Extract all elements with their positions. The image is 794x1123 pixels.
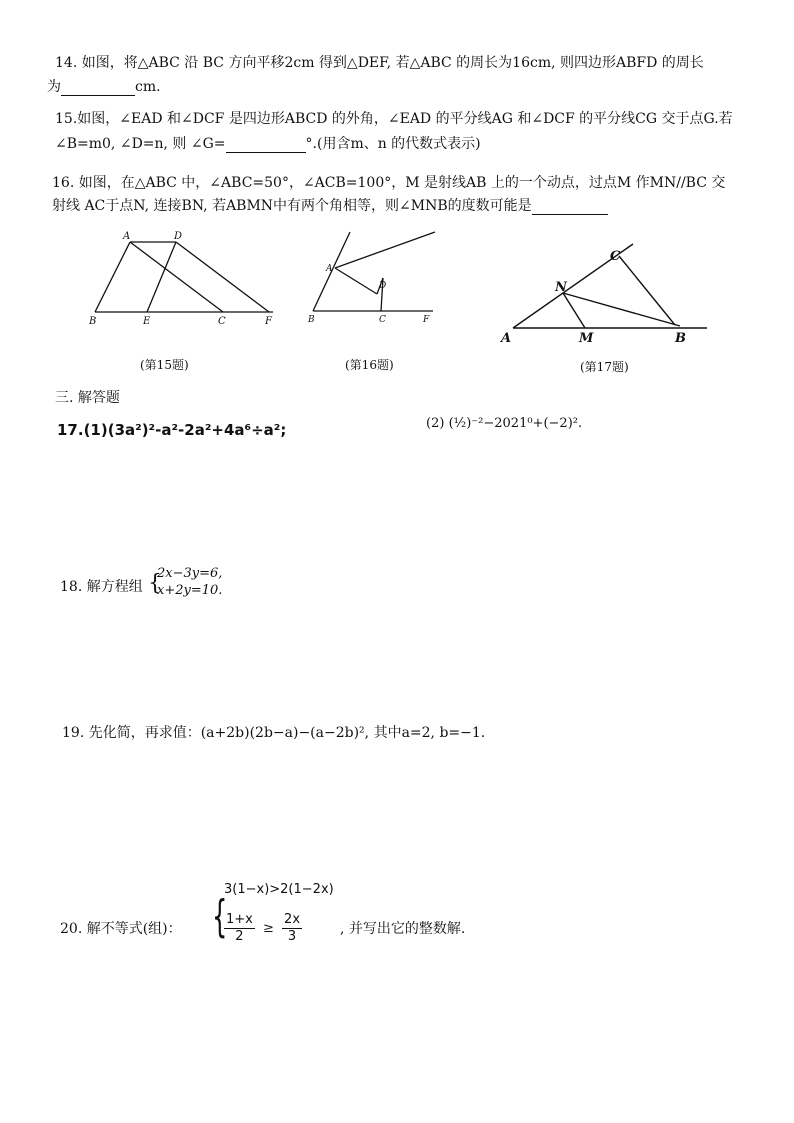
q14-line2 (47, 76, 161, 96)
fig16-caption: (第16题) (345, 358, 394, 372)
q18-equation-1: 2x−3y=6, (157, 566, 223, 581)
q20-fraction-left-den: 2 (235, 929, 244, 944)
q15-line1: 15.如图，∠EAD 和∠DCF 是四边形ABCD 的外角，∠EAD 的平分线AG 和∠DCF 的平分线CG 交于点G.若 (55, 111, 733, 127)
fig16-label-a: A (326, 264, 333, 274)
fig15-label-d: D (174, 231, 183, 242)
q18-prefix: 18. 解方程组 (60, 579, 143, 595)
q18-system (157, 565, 222, 599)
fig17-label-c: C (610, 249, 621, 264)
fig17-label-b: B (675, 331, 686, 346)
q20-fraction-right-den: 3 (287, 929, 297, 944)
figure-16 (305, 228, 455, 328)
q20-brace: { (212, 891, 228, 942)
q15-line2 (55, 133, 481, 153)
q20-fraction-right (282, 912, 302, 945)
q17-part1: 17.(1)(3a²)²-a²-2a²+4a⁶÷a²; (57, 421, 287, 439)
q15-answer-blank[interactable] (226, 138, 306, 153)
q18-brace: { (148, 571, 162, 596)
fig17-label-n: N (555, 280, 567, 295)
q16-line1: 16. 如图，在△ABC 中，∠ABC=50°，∠ACB=100°，M 是射线AB 上的一个动点，过点M 作MN//BC 交 (52, 175, 726, 191)
fig15-label-c: C (218, 316, 226, 327)
q15-prefix: ∠B=m0, ∠D=n, 则 ∠G= (55, 136, 226, 152)
figure-17 (495, 240, 715, 350)
q17-part2-label: (2) (426, 416, 445, 431)
q20-fraction-left-num: 1+x (226, 912, 253, 927)
fig16-label-b: B (308, 315, 315, 325)
q14-prefix: 为 (47, 79, 61, 95)
q20-clipped-first-inequality (216, 882, 336, 900)
q17-part2-expr: (¹⁄₂)⁻²−2021⁰+(−2)². (448, 416, 583, 431)
q14-line1: 14. 如图，将△ABC 沿 BC 方向平移2cm 得到△DEF, 若△ABC 的周长为16cm, 则四边形ABFD 的周长 (55, 55, 704, 71)
q20-first-inequality-text: 3(1−x)>2(1−2x) (224, 882, 334, 897)
fig17-label-m: M (579, 331, 594, 346)
q16-answer-blank[interactable] (532, 200, 608, 215)
fig15-caption: (第15题) (140, 358, 189, 372)
q20-fraction-left (224, 912, 255, 945)
figure-15 (85, 228, 285, 328)
q18-equation-2: x+2y=10. (157, 583, 223, 598)
fig15-label-a: A (123, 231, 131, 242)
q16-text: 射线 AC于点N, 连接BN, 若ABMN中有两个角相等，则∠MNB的度数可能是 (52, 198, 532, 214)
q15-suffix: °.(用含m、n 的代数式表示) (305, 136, 481, 152)
fig15-label-e: E (143, 316, 151, 327)
fig15-label-b: B (89, 316, 97, 327)
q20-second-inequality (224, 912, 302, 945)
q16-line2 (52, 195, 608, 215)
q14-answer-blank[interactable] (61, 81, 135, 96)
q20-fraction-right-num: 2x (284, 912, 301, 927)
section-3-title: 三. 解答题 (55, 390, 120, 406)
q19-text: 19. 先化简，再求值：(a+2b)(2b−a)−(a−2b)², 其中a=2, b=−1. (62, 725, 486, 741)
fig16-label-f: F (423, 315, 430, 325)
q20-suffix: , 并写出它的整数解. (340, 921, 466, 937)
q20-relation: ≥ (263, 921, 274, 936)
fig16-label-d: D (379, 281, 387, 291)
fig17-caption: (第17题) (580, 360, 629, 374)
q17-part2 (426, 416, 582, 431)
q20-prefix: 20. 解不等式(组)： (60, 921, 182, 937)
fig15-label-f: F (265, 316, 272, 327)
q14-suffix: cm. (135, 79, 161, 95)
fig16-label-c: C (379, 315, 386, 325)
fig17-label-a: A (501, 331, 512, 346)
